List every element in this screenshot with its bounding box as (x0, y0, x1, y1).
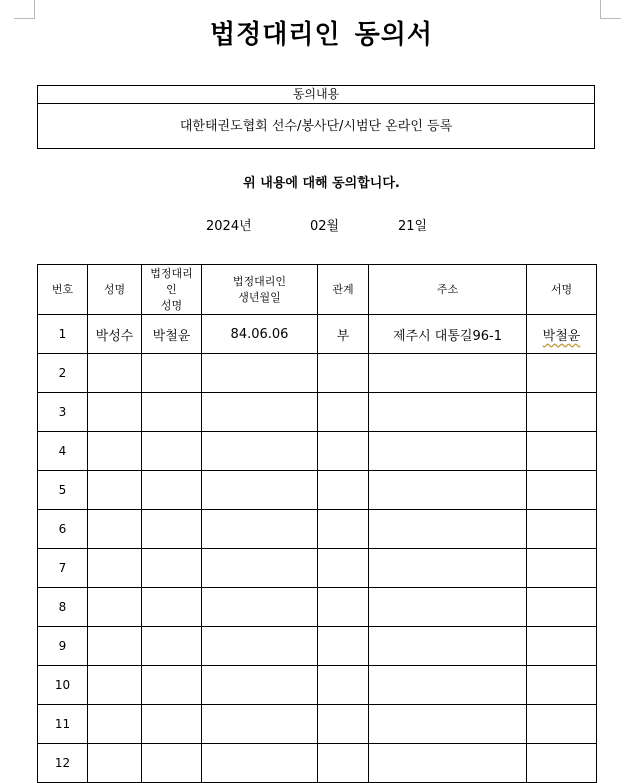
cell-signature (527, 588, 597, 627)
cell-name (88, 510, 142, 549)
cell-guardian-birthdate (202, 627, 318, 666)
cell-address: 제주시 대통길96-1 (369, 315, 527, 354)
cell-name (88, 588, 142, 627)
cell-relation (318, 510, 369, 549)
cell-signature (527, 393, 597, 432)
cell-name (88, 354, 142, 393)
cell-guardian-name (142, 705, 202, 744)
cell-guardian-name (142, 744, 202, 783)
cell-relation (318, 432, 369, 471)
table-row (38, 744, 597, 783)
cell-guardian-name (142, 471, 202, 510)
cell-signature (527, 549, 597, 588)
header-number: 번호 (38, 265, 88, 315)
cell-number: 2 (38, 354, 88, 393)
cell-number: 8 (38, 588, 88, 627)
cell-guardian-name (142, 432, 202, 471)
header-signature: 서명 (527, 265, 597, 315)
cell-number: 12 (38, 744, 88, 783)
cell-guardian-birthdate (202, 588, 318, 627)
signature-text: 박철윤 (542, 328, 581, 344)
table-row (38, 393, 597, 432)
cell-signature (527, 471, 597, 510)
cell-guardian-birthdate (202, 510, 318, 549)
title-part-1: 법정대리인 (210, 20, 341, 50)
cell-signature (527, 705, 597, 744)
date-month: 02월 (310, 219, 340, 234)
cell-guardian-name (142, 588, 202, 627)
table-row (38, 627, 597, 666)
cell-name (88, 549, 142, 588)
cell-name (88, 744, 142, 783)
header-guardian-name-line3: 성명 (160, 298, 183, 312)
table-row (38, 471, 597, 510)
cell-number: 3 (38, 393, 88, 432)
cell-number: 10 (38, 666, 88, 705)
cell-address (369, 354, 527, 393)
cell-name (88, 705, 142, 744)
cell-guardian-birthdate (202, 744, 318, 783)
cell-address (369, 744, 527, 783)
table-row (38, 705, 597, 744)
table-row (38, 666, 597, 705)
cell-guardian-birthdate (202, 432, 318, 471)
cell-address (369, 393, 527, 432)
cell-signature (527, 315, 597, 354)
cell-relation (318, 549, 369, 588)
cell-name (88, 666, 142, 705)
cell-relation (318, 354, 369, 393)
cell-guardian-name (142, 549, 202, 588)
cell-signature (527, 666, 597, 705)
cell-relation (318, 705, 369, 744)
table-row (38, 549, 597, 588)
cell-number: 11 (38, 705, 88, 744)
cell-number: 4 (38, 432, 88, 471)
cell-address (369, 432, 527, 471)
title-part-2: 동의서 (354, 20, 433, 50)
cell-guardian-birthdate (202, 354, 318, 393)
cell-number: 7 (38, 549, 88, 588)
header-guardian-name (142, 265, 202, 315)
date-line (0, 215, 643, 233)
cell-address (369, 627, 527, 666)
header-guardian-name-line2: 인 (166, 282, 177, 296)
cell-relation (318, 666, 369, 705)
cell-address (369, 549, 527, 588)
cell-guardian-name (142, 354, 202, 393)
consent-body: 대한태권도협회 선수/봉사단/시범단 온라인 등록 (179, 119, 453, 134)
cell-name (88, 393, 142, 432)
consent-header: 동의내용 (38, 86, 594, 104)
agreement-statement: 위 내용에 대해 동의합니다. (243, 176, 400, 191)
header-guardian-birthdate (202, 265, 318, 315)
date-day: 21일 (398, 219, 428, 234)
cell-name (88, 432, 142, 471)
table-header-row (38, 265, 597, 315)
header-birthdate-line1: 법정대리인 (232, 274, 287, 288)
cell-guardian-name (142, 393, 202, 432)
document-title (0, 14, 643, 51)
cell-address (369, 510, 527, 549)
table-row (38, 315, 597, 354)
cell-relation: 부 (318, 315, 369, 354)
cell-guardian-birthdate (202, 471, 318, 510)
header-birthdate-line2: 생년월일 (238, 290, 281, 304)
cell-name (88, 627, 142, 666)
cell-address (369, 705, 527, 744)
table-row (38, 432, 597, 471)
cell-signature (527, 432, 597, 471)
cell-number: 9 (38, 627, 88, 666)
header-relation: 관계 (318, 265, 369, 315)
table-row (38, 354, 597, 393)
cell-signature (527, 627, 597, 666)
cell-address (369, 588, 527, 627)
cell-number: 6 (38, 510, 88, 549)
cell-guardian-name (142, 627, 202, 666)
cell-guardian-birthdate: 84.06.06 (202, 315, 318, 354)
cell-guardian-birthdate (202, 393, 318, 432)
cell-relation (318, 627, 369, 666)
cell-relation (318, 393, 369, 432)
cell-signature (527, 510, 597, 549)
cell-name (88, 471, 142, 510)
cell-guardian-name (142, 510, 202, 549)
guardian-consent-table (37, 264, 597, 783)
cell-guardian-name (142, 666, 202, 705)
cell-name: 박성수 (88, 315, 142, 354)
cell-relation (318, 471, 369, 510)
cell-address (369, 666, 527, 705)
cell-relation (318, 744, 369, 783)
consent-content-box (37, 85, 595, 149)
cell-number: 5 (38, 471, 88, 510)
cell-guardian-name: 박철윤 (142, 315, 202, 354)
header-guardian-name-line1: 법정대리 (150, 266, 193, 280)
cell-number: 1 (38, 315, 88, 354)
table-row (38, 588, 597, 627)
header-name: 성명 (88, 265, 142, 315)
cell-guardian-birthdate (202, 549, 318, 588)
date-year: 2024년 (206, 219, 252, 234)
cell-signature (527, 354, 597, 393)
cell-signature (527, 744, 597, 783)
table-row (38, 510, 597, 549)
header-address: 주소 (369, 265, 527, 315)
cell-guardian-birthdate (202, 666, 318, 705)
cell-guardian-birthdate (202, 705, 318, 744)
cell-relation (318, 588, 369, 627)
cell-address (369, 471, 527, 510)
